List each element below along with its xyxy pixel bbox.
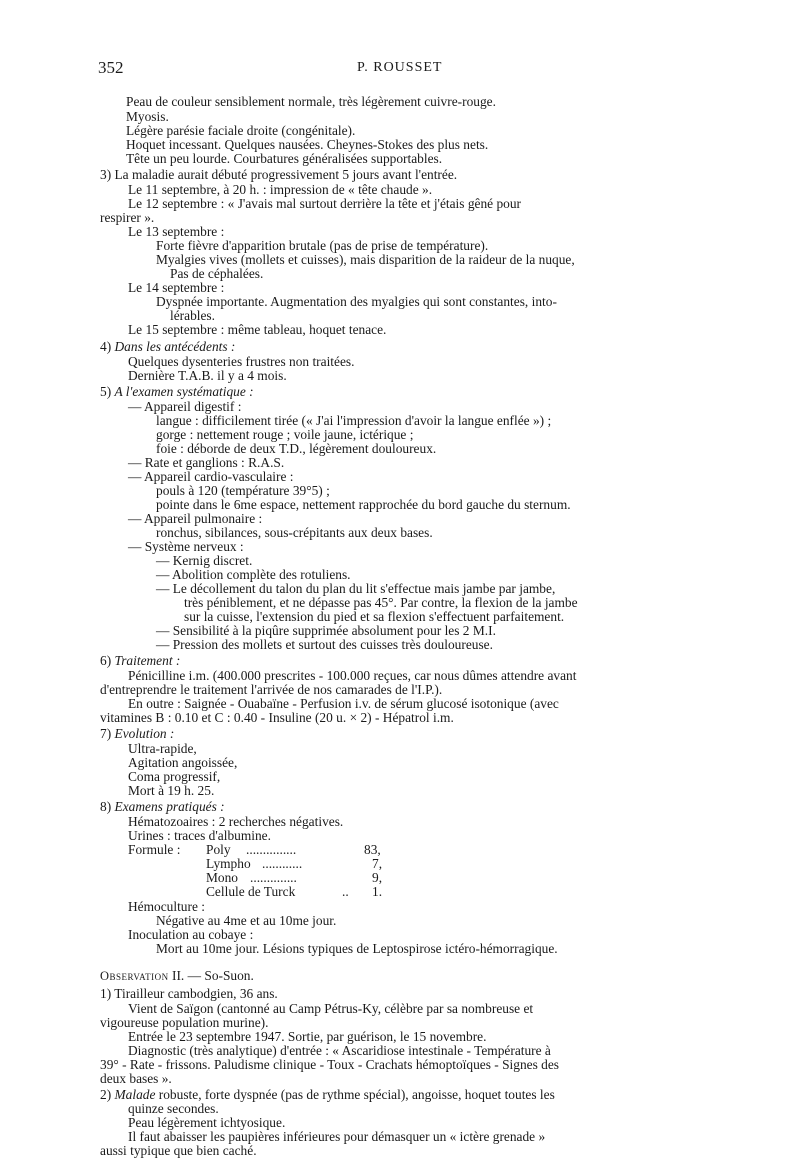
- section-number: 7): [100, 726, 112, 741]
- section-heading: [100, 384, 254, 399]
- text-line: Mort à 19 h. 25.: [128, 783, 215, 798]
- text-line: Le 14 septembre :: [128, 280, 225, 295]
- text-line: Ultra-rapide,: [128, 741, 197, 756]
- text-line: — Le décollement du talon du plan du lit s'effectue mais jambe par jambe,: [156, 581, 556, 596]
- text-line: pointe dans le 6me espace, nettement rapprochée du bord gauche du sternum.: [156, 497, 571, 512]
- section-heading: [100, 726, 174, 741]
- section-title: Dans les antécédents :: [114, 339, 236, 354]
- text-line: Inoculation au cobaye :: [128, 927, 254, 942]
- text-line: Entrée le 23 septembre 1947. Sortie, par guérison, le 15 novembre.: [128, 1029, 487, 1044]
- text-line: Hématozoaires : 2 recherches négatives.: [128, 814, 344, 829]
- section-number: 5): [100, 384, 112, 399]
- text-line: Il faut abaisser les paupières inférieures pour démasquer un « ictère grenade »: [128, 1129, 546, 1144]
- formula-dots: ..............: [250, 870, 297, 885]
- text-line: quinze secondes.: [128, 1101, 219, 1116]
- text-line: vigoureuse population murine).: [100, 1015, 269, 1030]
- text-line: Pénicilline i.m. (400.000 prescrites - 100.000 reçues, car nous dûmes attendre avant: [128, 668, 577, 683]
- text-line: — Appareil cardio-vasculaire :: [128, 469, 294, 484]
- text-line: Légère parésie faciale droite (congénitale).: [126, 123, 356, 138]
- text-line: — Pression des mollets et surtout des cuisses très douloureuse.: [156, 637, 493, 652]
- page-number: 352: [98, 58, 124, 77]
- text-line: Tête un peu lourde. Courbatures généralisées supportables.: [126, 151, 443, 166]
- text-line: — Sensibilité à la piqûre supprimée absolument pour les 2 M.I.: [156, 623, 496, 638]
- observation-label: Observation: [100, 969, 169, 983]
- italic-word: Malade: [114, 1087, 156, 1102]
- text-line: deux bases ».: [100, 1071, 172, 1086]
- section-number: 2): [100, 1087, 112, 1102]
- section-title: Examens pratiqués :: [114, 799, 225, 814]
- section-number: 8): [100, 799, 112, 814]
- text-line: — Abolition complète des rotuliens.: [156, 567, 351, 582]
- formula-label: Formule :: [128, 842, 181, 857]
- text-line: ronchus, sibilances, sous-crépitants aux deux bases.: [156, 525, 433, 540]
- text-fragment: robuste, forte dyspnée (pas de rythme spécial), angoisse, hoquet toutes les: [155, 1087, 555, 1102]
- text-line: foie : déborde de deux T.D., légèrement douloureux.: [156, 441, 437, 456]
- section-title: Evolution :: [114, 726, 175, 741]
- text-line: Vient de Saïgon (cantonné au Camp Pétrus-Ky, célèbre par sa nombreuse et: [128, 1001, 534, 1016]
- text-line: respirer ».: [100, 210, 155, 225]
- section-title: Traitement :: [114, 653, 181, 668]
- observation-heading: [100, 968, 254, 984]
- text-line: 3) La maladie aurait débuté progressivement 5 jours avant l'entrée.: [100, 167, 458, 182]
- text-line: Dyspnée importante. Augmentation des myalgies qui sont constantes, into-: [156, 294, 557, 309]
- text-line: Le 11 septembre, à 20 h. : impression de « tête chaude ».: [128, 182, 433, 197]
- text-line: Peau légèrement ichtyosique.: [128, 1115, 286, 1130]
- text-line: Agitation angoissée,: [128, 755, 238, 770]
- paragraph-2-first-line: [100, 1087, 555, 1102]
- text-line: gorge : nettement rouge ; voile jaune, ictérique ;: [156, 427, 414, 442]
- formula-dots: ............: [262, 856, 303, 871]
- text-line: Peau de couleur sensiblement normale, très légèrement cuivre-rouge.: [126, 94, 496, 109]
- text-line: Le 12 septembre : « J'avais mal surtout derrière la tête et j'étais gêné pour: [128, 196, 522, 211]
- section-heading: [100, 653, 180, 668]
- text-line: langue : difficilement tirée (« J'ai l'impression d'avoir la langue enflée ») ;: [156, 413, 552, 428]
- text-line: Forte fièvre d'apparition brutale (pas de prise de température).: [156, 238, 489, 253]
- section-heading: [100, 799, 225, 814]
- text-line: aussi typique que bien caché.: [100, 1143, 257, 1158]
- formula-dots: ..: [342, 884, 349, 899]
- text-line: — Kernig discret.: [156, 553, 253, 568]
- text-line: très péniblement, et ne dépasse pas 45°. Par contre, la flexion de la jambe: [184, 595, 578, 610]
- text-line: Quelques dysenteries frustres non traitées.: [128, 354, 355, 369]
- text-line: Myosis.: [126, 109, 169, 124]
- text-line: Le 15 septembre : même tableau, hoquet tenace.: [128, 322, 387, 337]
- text-line: Urines : traces d'albumine.: [128, 828, 271, 843]
- text-line: — Système nerveux :: [128, 539, 244, 554]
- text-line: Mort au 10me jour. Lésions typiques de Leptospirose ictéro-hémorragique.: [156, 941, 558, 956]
- text-line: lérables.: [170, 308, 215, 323]
- formula-name: Lympho: [206, 856, 251, 871]
- text-line: vitamines B : 0.10 et C : 0.40 - Insuline (20 u. × 2) - Hépatrol i.m.: [100, 710, 454, 725]
- text-line: Coma progressif,: [128, 769, 221, 784]
- text-line: En outre : Saignée - Ouabaïne - Perfusion i.v. de sérum glucosé isotonique (avec: [128, 696, 559, 711]
- section-number: 6): [100, 653, 112, 668]
- section-number: 4): [100, 339, 112, 354]
- formula-value: 9,: [372, 870, 383, 885]
- formula-name: Poly: [206, 842, 231, 857]
- text-line: sur la cuisse, l'extension du pied et sa flexion s'effectuent parfaitement.: [184, 609, 565, 624]
- text-line: Négative au 4me et au 10me jour.: [156, 913, 337, 928]
- text-line: d'entreprendre le traitement l'arrivée de nos camarades de l'I.P.).: [100, 682, 443, 697]
- text-line: Dernière T.A.B. il y a 4 mois.: [128, 368, 287, 383]
- text-line: pouls à 120 (température 39°5) ;: [156, 483, 330, 498]
- text-line: — Appareil digestif :: [128, 399, 242, 414]
- section-heading: [100, 339, 235, 354]
- running-header-author: P. ROUSSET: [357, 60, 443, 75]
- text-line: Hoquet incessant. Quelques nausées. Cheynes-Stokes des plus nets.: [126, 137, 489, 152]
- text-line: Myalgies vives (mollets et cuisses), mais disparition de la raideur de la nuque,: [156, 252, 575, 267]
- formula-value: 83,: [364, 842, 381, 857]
- text-line: — Rate et ganglions : R.A.S.: [128, 455, 285, 470]
- formula-value: 1.: [372, 884, 383, 899]
- text-line: Hémoculture :: [128, 899, 205, 914]
- formula-name: Cellule de Turck: [206, 884, 296, 899]
- text-line: Le 13 septembre :: [128, 224, 225, 239]
- formula-name: Mono: [206, 870, 238, 885]
- formula-value: 7,: [372, 856, 383, 871]
- observation-title: II. — So-Suon.: [172, 968, 254, 983]
- formula-dots: ...............: [246, 842, 297, 857]
- text-line: — Appareil pulmonaire :: [128, 511, 263, 526]
- text-line: Diagnostic (très analytique) d'entrée : « Ascaridiose intestinale - Température à: [128, 1043, 551, 1058]
- section-title: A l'examen systématique :: [114, 384, 254, 399]
- text-line: Pas de céphalées.: [170, 266, 264, 281]
- text-line: 1) Tirailleur cambodgien, 36 ans.: [100, 986, 278, 1001]
- text-line: 39° - Rate - frissons. Paludisme clinique - Toux - Crachats hémoptoïques - Signes des: [100, 1057, 560, 1072]
